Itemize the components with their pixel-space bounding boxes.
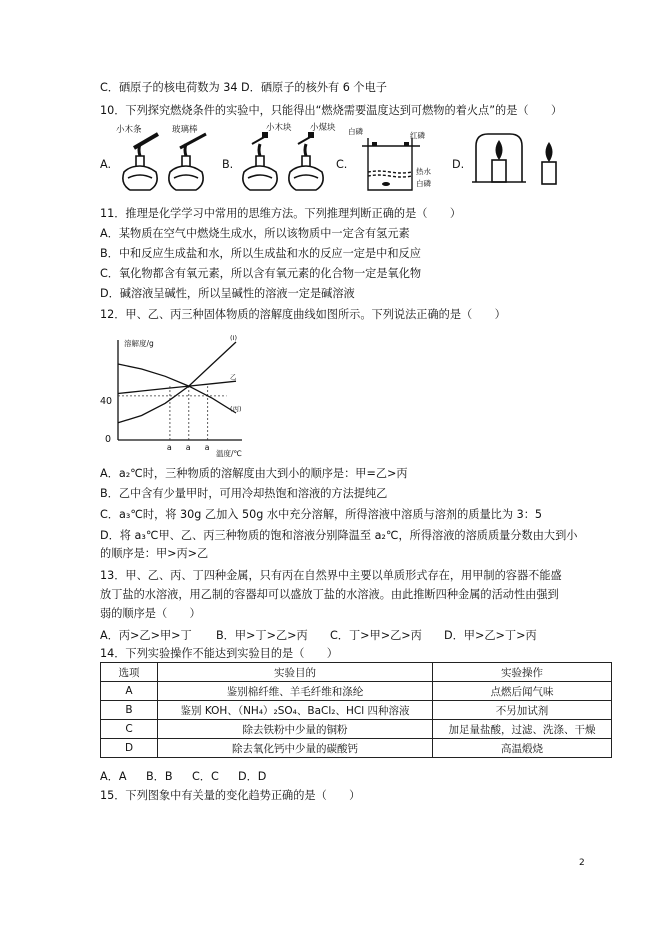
q11-option-d: D．碱溶液呈碱性，所以呈碱性的溶液一定是碱溶液	[100, 287, 355, 300]
table-cell: D	[101, 739, 158, 758]
q11-option-c: C．氧化物都含有氧元素，所以含有氧元素的化合物一定是氧化物	[100, 267, 422, 280]
table-cell: 加足量盐酸，过滤、洗涤、干燥	[433, 720, 612, 739]
q15-stem: 15．下列图象中有关量的变化趋势正确的是（ ）	[100, 789, 361, 802]
q10-figure-c	[348, 124, 444, 196]
solubility-chart	[100, 332, 250, 462]
q10-option-c-label: C.	[336, 158, 348, 171]
q10-figure-b	[236, 122, 336, 194]
q13-option-a: A．丙>乙>甲>丁	[100, 629, 192, 642]
x-tick-label: a	[204, 443, 210, 452]
table-header-option: 选项	[101, 663, 158, 682]
table-cell: 高温煅烧	[433, 739, 612, 758]
y-tick-0: 0	[105, 434, 112, 445]
q10-b-label-left: 小木块	[266, 123, 292, 133]
q10-stem: 10．下列探究燃烧条件的实验中，只能得出“燃烧需要温度达到可燃物的着火点”的是（ ）	[100, 104, 563, 117]
q11-option-b: B．中和反应生成盐和水，所以生成盐和水的反应一定是中和反应	[100, 247, 421, 260]
q12-option-d: D．将 a₃℃甲、乙、丙三种物质的饱和溶液分别降温至 a₂℃，所得溶液的溶质质量分数由大到小	[100, 529, 578, 542]
table-row	[101, 701, 612, 720]
table-cell: 除去氧化钙中少量的碳酸钙	[158, 739, 433, 758]
table-row	[101, 682, 612, 701]
q10-option-b-label: B.	[222, 158, 234, 171]
q12-option-a: A．a₂℃时，三种物质的溶解度由大到小的顺序是：甲=乙>丙	[100, 467, 408, 480]
q10-c-label-white2: 白磷	[416, 179, 431, 188]
q10-a-label-right: 玻璃棒	[172, 125, 198, 135]
table-cell: 鉴别 KOH、（NH₄）₂SO₄、BaCl₂、HCl 四种溶液	[158, 701, 433, 720]
q10-option-a-label: A.	[100, 158, 112, 171]
q12-option-d-cont: 的顺序是：甲>丙>乙	[100, 547, 209, 560]
q10-c-label-red: 红磷	[410, 131, 425, 140]
x-tick-label: a	[166, 443, 172, 452]
series-line-2	[118, 381, 236, 393]
table-cell: 不另加试剂	[433, 701, 612, 720]
q10-figure-d	[470, 130, 570, 192]
q13-stem-line1: 13．甲、乙、丙、丁四种金属，只有丙在自然界中主要以单质形式存在，用甲制的容器不能盛	[100, 569, 562, 582]
table-header-operation: 实验操作	[433, 663, 612, 682]
y-tick-40: 40	[100, 396, 113, 407]
q14-option-c: C．C	[192, 770, 219, 783]
table-row	[101, 739, 612, 758]
q14-table	[100, 662, 612, 758]
x-axis-label: 温度/℃	[216, 449, 242, 458]
q11-option-a: A．某物质在空气中燃烧生成水，所以该物质中一定含有氢元素	[100, 227, 410, 240]
series-label-3: (丙)	[230, 405, 242, 414]
series-label-1: (I)	[230, 334, 237, 342]
q13-stem-line3: 弱的顺序是（ ）	[100, 607, 201, 620]
table-header-row	[101, 663, 612, 682]
q10-a-label-left: 小木条	[116, 125, 142, 135]
q10-c-label-white: 白磷	[348, 127, 363, 136]
q9-option-cd: C．硒原子的核电荷数为 34 D．硒原子的核外有 6 个电子	[100, 81, 387, 94]
q14-option-d: D．D	[238, 770, 267, 783]
table-cell: A	[101, 682, 158, 701]
table-header-purpose: 实验目的	[158, 663, 433, 682]
q13-option-d: D．甲>乙>丁>丙	[444, 629, 537, 642]
series-label-2: 乙	[230, 373, 237, 382]
q10-figure-a	[114, 122, 214, 194]
q10-b-label-right: 小煤块	[310, 123, 336, 133]
q14-option-a: A．A	[100, 770, 127, 783]
q10-c-label-water: 热水	[416, 167, 431, 176]
q12-option-c: C．a₃℃时，将 30g 乙加入 50g 水中充分溶解，所得溶液中溶质与溶剂的质量比为 3：5	[100, 508, 543, 521]
table-cell: C	[101, 720, 158, 739]
x-tick-label: a	[185, 443, 191, 452]
q13-option-c: C．丁>甲>乙>丙	[330, 629, 422, 642]
table-row	[101, 720, 612, 739]
table-cell: 除去铁粉中少量的铜粉	[158, 720, 433, 739]
q10-option-d-label: D.	[452, 158, 465, 171]
q13-stem-line2: 放丁盐的水溶液，用乙制的容器却可以盛放丁盐的水溶液。由此推断四种金属的活动性由强到	[100, 588, 559, 601]
q12-option-b: B．乙中含有少量甲时，可用冷却热饱和溶液的方法提纯乙	[100, 487, 388, 500]
table-cell: B	[101, 701, 158, 720]
y-axis-label: 溶解度/g	[124, 339, 154, 348]
table-cell: 点燃后闻气味	[433, 682, 612, 701]
table-cell: 鉴别棉纤维、羊毛纤维和涤纶	[158, 682, 433, 701]
q14-option-b: B．B	[146, 770, 173, 783]
q14-stem: 14．下列实验操作不能达到实验目的是（ ）	[100, 647, 338, 660]
page-number: 2	[579, 858, 585, 868]
series-line-1	[118, 342, 236, 423]
q11-stem: 11．推理是化学学习中常用的思维方法。下列推理判断正确的是（ ）	[100, 207, 462, 220]
q12-stem: 12．甲、乙、丙三种固体物质的溶解度曲线如图所示。下列说法正确的是（ ）	[100, 308, 506, 321]
series-line-3	[118, 364, 236, 413]
q13-option-b: B．甲>丁>乙>丙	[216, 629, 308, 642]
